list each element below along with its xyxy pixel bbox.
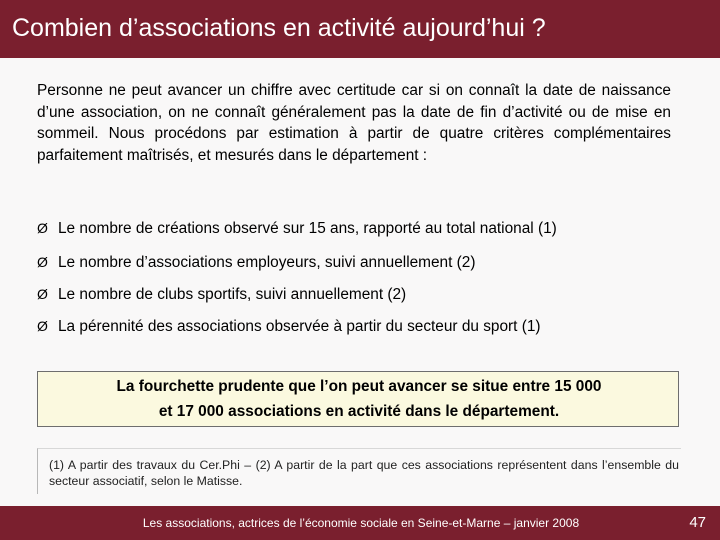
conclusion-line-2: et 17 000 associations en activité dans le département. bbox=[158, 403, 560, 420]
footer-caption: Les associations, actrices de l’économie sociale en Seine-et-Marne – janvier 2008 bbox=[142, 516, 580, 530]
title-bar bbox=[0, 0, 720, 58]
page-number: 47 bbox=[689, 514, 706, 531]
slide-title: Combien d’associations en activité aujourd’hui ? bbox=[12, 14, 546, 42]
arrow-bullet-icon: Ø bbox=[37, 286, 48, 302]
bullet-item bbox=[37, 316, 677, 337]
arrow-bullet-icon: Ø bbox=[37, 254, 48, 270]
bullet-item bbox=[37, 284, 677, 305]
footnote-box bbox=[37, 448, 681, 494]
bullet-text: La pérennité des associations observée à partir du secteur du sport (1) bbox=[58, 318, 541, 335]
bullet-item bbox=[37, 218, 677, 239]
arrow-bullet-icon: Ø bbox=[37, 318, 48, 334]
footer-bar bbox=[0, 506, 720, 540]
arrow-bullet-icon: Ø bbox=[37, 220, 48, 236]
conclusion-box bbox=[37, 371, 679, 427]
bullet-text: Le nombre d’associations employeurs, suivi annuellement (2) bbox=[58, 254, 476, 271]
bullet-item bbox=[37, 252, 677, 273]
conclusion-line-1: La fourchette prudente que l’on peut avancer se situe entre 15 000 bbox=[116, 378, 602, 395]
bullet-text: Le nombre de clubs sportifs, suivi annuellement (2) bbox=[58, 286, 407, 303]
footnote: (1) A partir des travaux du Cer.Phi – (2) A partir de la part que ces associations représentent dans l’ensemble du secteur associatif, selon le Matisse. bbox=[49, 458, 679, 488]
intro-paragraph: Personne ne peut avancer un chiffre avec certitude car si on connaît la date de naissance d’une association, on ne connaît généralement pas la date de fin d’activité ou de mise en sommeil. Nous procédons par estimation à partir de quatre critères complémentaires parfaitement maîtrisés, et mesurés dans le département : bbox=[37, 82, 671, 164]
bullet-text: Le nombre de créations observé sur 15 ans, rapporté au total national (1) bbox=[58, 220, 557, 237]
